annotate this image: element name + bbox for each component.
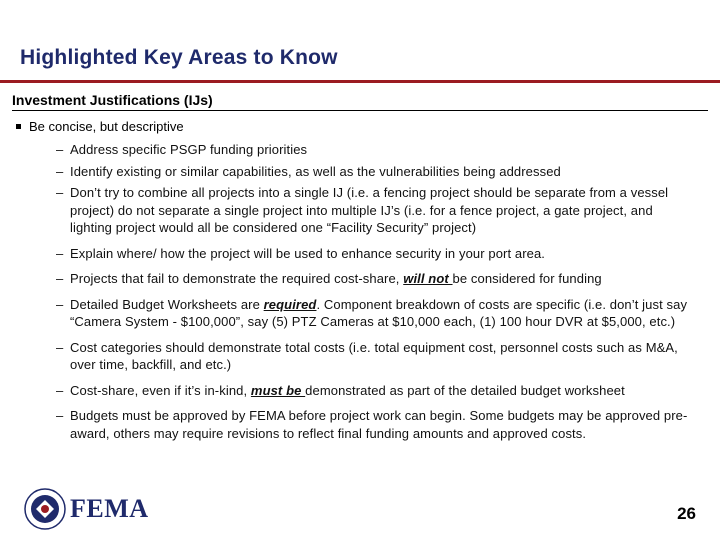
item-text: be considered for funding [452,271,602,286]
emphasis-required: required [263,296,317,312]
dash-icon: – [56,408,64,423]
section-heading: Investment Justifications (IJs) [12,92,213,108]
list-item [56,270,692,288]
dhs-seal-icon [24,488,66,530]
dash-icon: – [56,271,64,286]
dash-icon: – [56,245,64,261]
fema-wordmark: FEMA [70,494,149,523]
item-text: Projects that fail to demonstrate the required cost-share, [70,271,404,286]
item-text: . Component breakdown of costs are specific (i.e. don’t just say “Camera System - $100,000”, say (5) PTZ Cameras at $10,000 each, (1) 100 hour DVR at $5,000, etc.) [70,296,688,329]
list-item [56,141,692,159]
item-text: demonstrated as part of the detailed budget worksheet [305,382,625,398]
main-bullet-text: Be concise, but descriptive [29,119,184,134]
dash-icon: – [56,339,64,355]
item-text: Don’t try to combine all projects into a single IJ (i.e. a fencing project should be separate from a vessel project) do not separate a single project into multiple IJ’s (i.e. for a fence project, a gate project, and lighting project would all be considered one “Facility Security” project) [70,185,669,235]
emphasis-must-be: must be [250,382,306,398]
dash-icon: – [56,382,64,398]
section-underline [12,110,708,111]
item-text: Address specific PSGP funding priorities [70,142,308,157]
item-text: Identify existing or similar capabilities, as well as the vulnerabilities being addressed [70,163,561,179]
square-bullet-icon [16,124,21,129]
list-item [56,184,692,237]
item-text: Cost categories should demonstrate total costs (i.e. total equipment cost, personnel costs such as M&A, over time, backfill, and etc.) [70,339,678,372]
main-bullet [16,119,184,134]
item-text: Detailed Budget Worksheets are [70,296,264,312]
fema-logo [24,488,149,530]
item-text: Budgets must be approved by FEMA before project work can begin. Some budgets may be approved pre-award, others may require revisions to reflect final funding amounts and approved costs. [70,408,688,441]
title-divider [0,80,720,83]
list-item [56,339,692,374]
slide-title: Highlighted Key Areas to Know [20,46,338,69]
list-item [56,245,692,263]
dash-icon: – [56,296,64,312]
item-text: Explain where/ how the project will be used to enhance security in your port area. [70,245,546,261]
list-item [56,296,692,331]
item-text: Cost-share, even if it’s in-kind, [70,382,251,398]
sub-bullet-list [56,141,692,446]
list-item [56,163,692,181]
dash-icon: – [56,163,64,179]
page-number: 26 [677,504,696,523]
list-item [56,407,692,442]
dash-icon: – [56,185,64,200]
list-item [56,382,692,400]
emphasis-will-not: will not [403,271,453,286]
dash-icon: – [56,142,64,157]
